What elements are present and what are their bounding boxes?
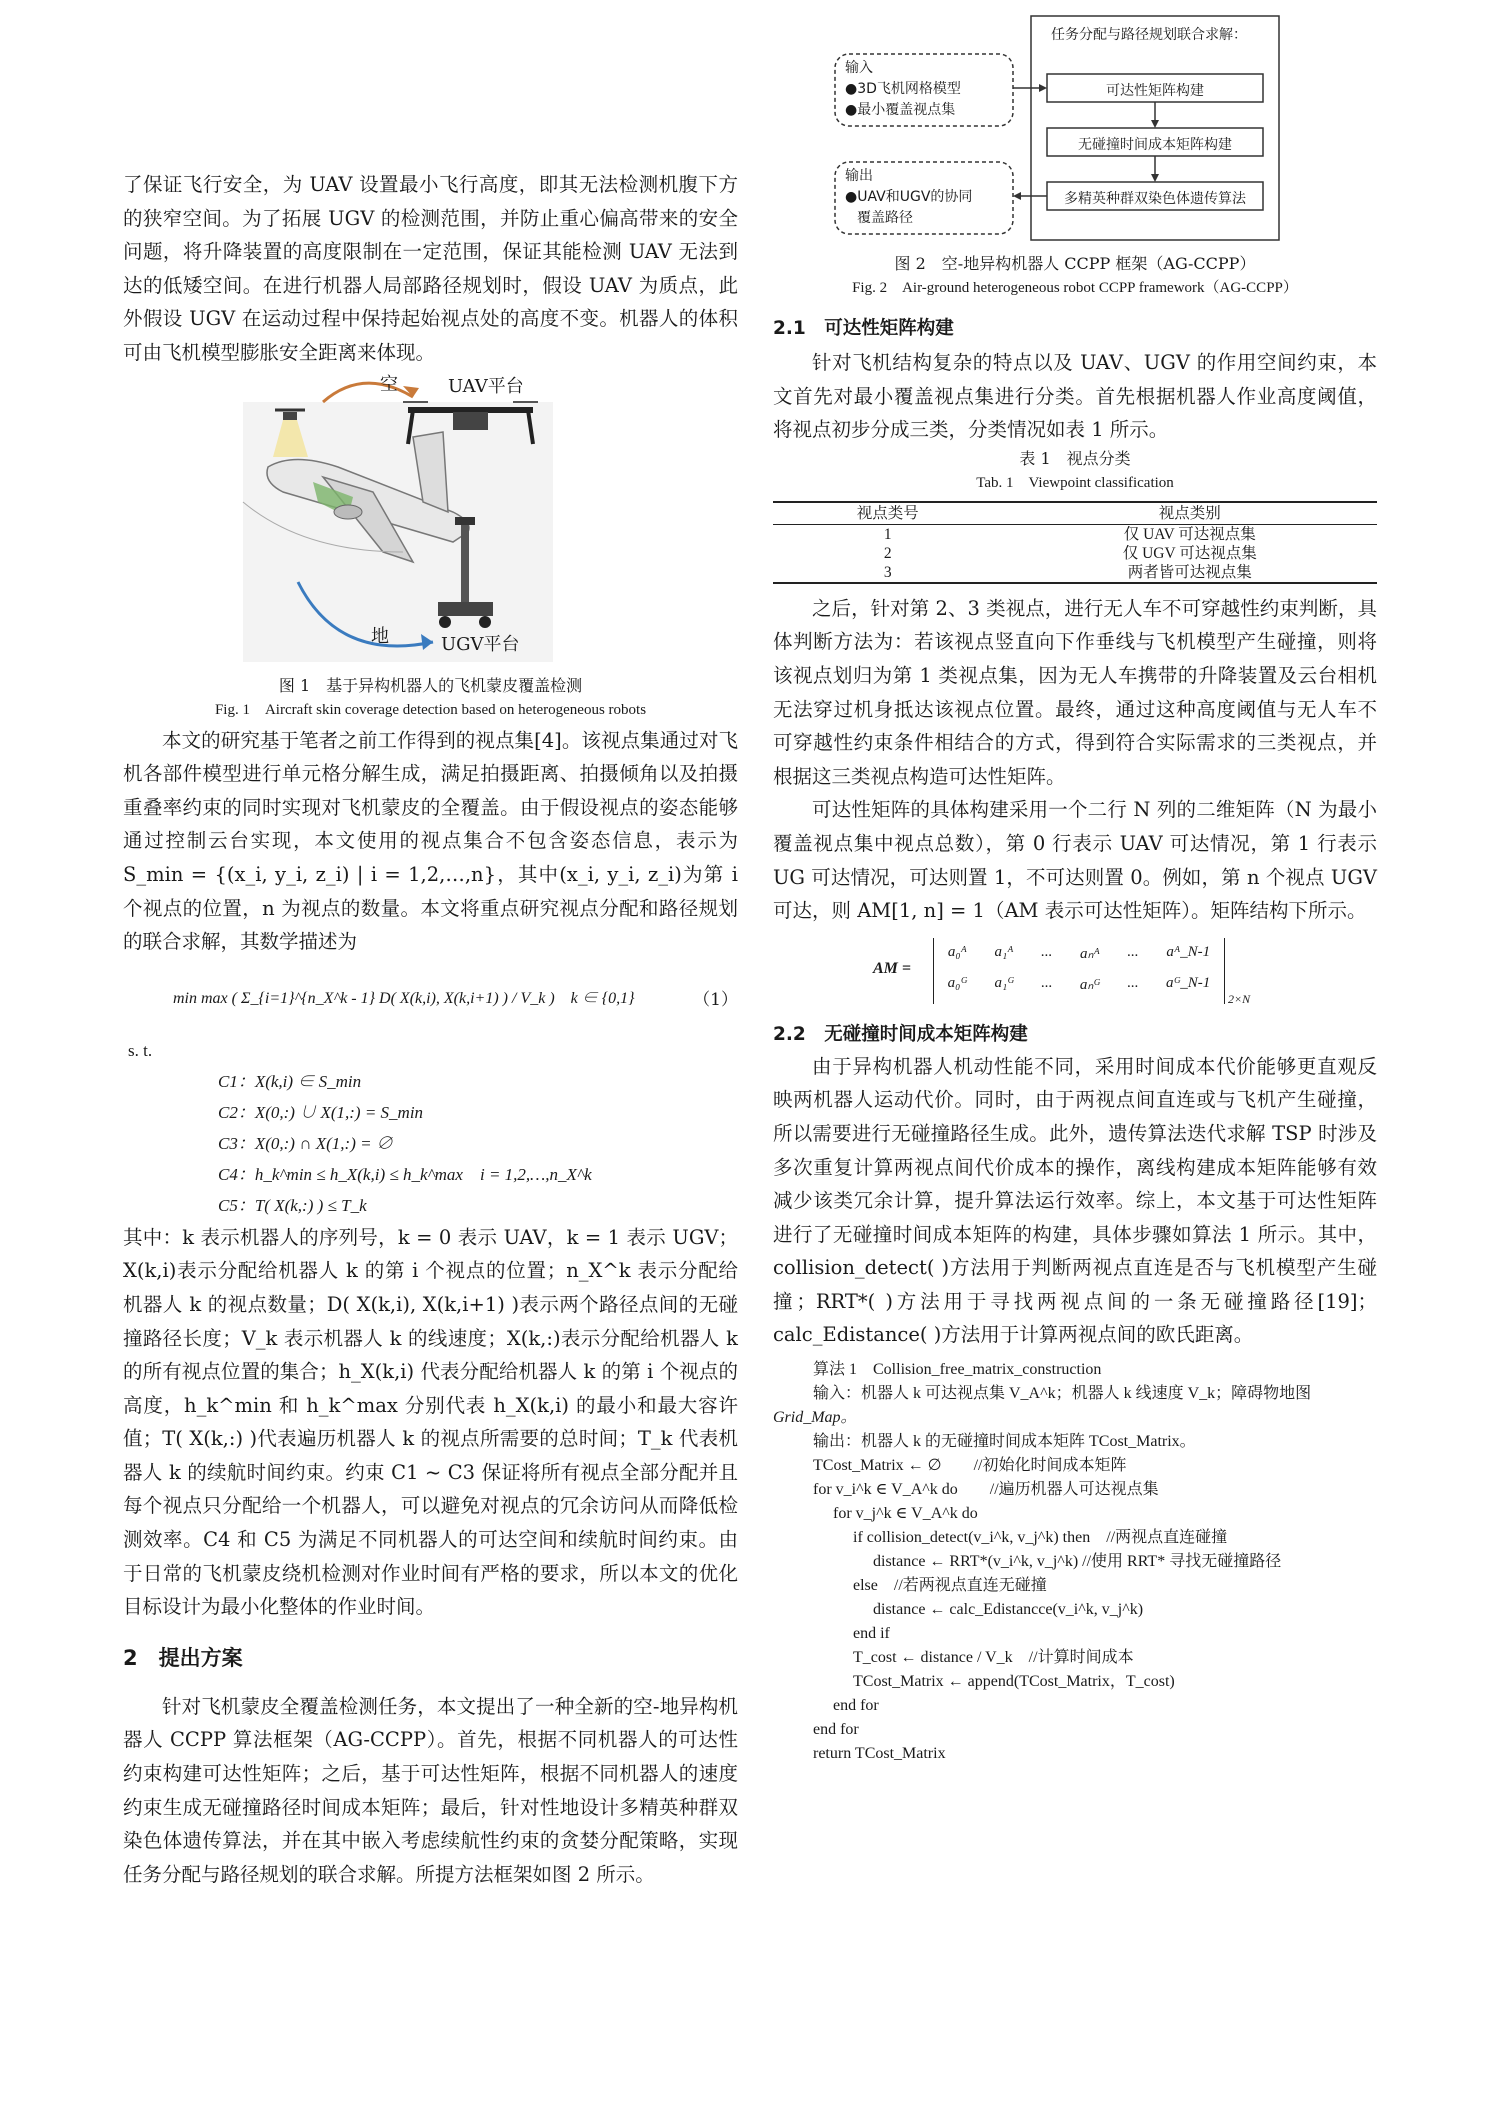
viewpoint-table bbox=[773, 501, 1377, 584]
paragraph-variable-definitions: 其中：k 表示机器人的序列号，k = 0 表示 UAV，k = 1 表示 UGV；X(k,i)表示分配给机器人 k 的第 i 个视点的位置；n_X^k 表示分配给机器人 k 的视点数量；D( X(k,i), X(k,i+1) )表示两个路径点间的无碰撞路径长度；V_k 表示机器人 k 的线速度；X(k,:)表示分配给机器人 k 的所有视点位置的集合；h_X(k,i) 代表分配给机器人 k 的第 i 个视点的高度，h_k^min 和 h_k^max 分别代表 h_X(k,i) 的最小和最大容许值；T( X(k,:) )代表遍历机器人 k 的视点所需要的总时间；T_k 代表机器人 k 的续航时间约束。约束 C1 ~ C3 保证将所有视点全部分配并且每个视点只分配给一个机器人，可以避免对视点的冗余访问从而降低检测效率。C4 和 C5 为满足不同机器人的可达空间和续航时间约束。由于日常的飞机蒙皮绕机检测对作业时间有严格的要求，所以本文的优化目标设计为最小化整体的作业时间。 bbox=[123, 1225, 738, 1619]
fig2-input-2: ●最小覆盖视点集 bbox=[845, 102, 956, 118]
matrix-cell: aᴳ_N-1 bbox=[1165, 974, 1211, 991]
table-cell: 仅 UGV 可达视点集 bbox=[1122, 544, 1257, 562]
table-header-class-id: 视点类号 bbox=[773, 502, 1003, 525]
right-column bbox=[773, 12, 1377, 1766]
constraint-c1: C1：X(k,i) ∈ S_min bbox=[218, 1071, 362, 1091]
algo-line: TCost_Matrix ← append(TCost_Matrix，T_cost) bbox=[853, 1673, 1175, 1691]
algo-line: TCost_Matrix ← ∅ //初始化时间成本矩阵 bbox=[813, 1457, 1127, 1475]
algo-title: 算法 1 Collision_free_matrix_construction bbox=[813, 1361, 1102, 1379]
fig2-output-2: 覆盖路径 bbox=[857, 210, 913, 226]
algo-line: T_cost ← distance / V_k //计算时间成本 bbox=[853, 1649, 1134, 1667]
fig2-output-title: 输出 bbox=[845, 168, 873, 184]
fig2-step1: 可达性矩阵构建 bbox=[1106, 83, 1204, 99]
algorithm-1 bbox=[773, 1358, 1377, 1766]
section-2-2-heading: 2.2 无碰撞时间成本矩阵构建 bbox=[773, 1023, 1028, 1045]
fig2-output-1: ●UAV和UGV的协同 bbox=[845, 189, 973, 205]
table1-caption-en: Tab. 1 Viewpoint classification bbox=[976, 474, 1174, 491]
paragraph-safety: 了保证飞行安全，为 UAV 设置最小飞行高度，即其无法检测机腹下方的狭窄空间。为了拓展 UGV 的检测范围，并防止重心偏高带来的安全问题，将升降装置的高度限制在一定范围，保证其能检测 UAV 无法到达的低矮空间。在进行机器人局部路径规划时，假设 UAV 为质点，此外假设 UGV 在运动过程中保持起始视点处的高度不变。机器人的体积可由飞机模型膨胀安全距离来体现。 bbox=[123, 173, 738, 364]
fig2-step3: 多精英种群双染色体遗传算法 bbox=[1064, 191, 1246, 207]
matrix-dimension: 2×N bbox=[1228, 991, 1251, 1006]
equation-1 bbox=[123, 963, 738, 1035]
table-cell: 1 bbox=[883, 525, 892, 543]
algo-line: end if bbox=[853, 1625, 890, 1643]
fig2-output-box bbox=[845, 166, 972, 229]
algo-line: distance ← calc_Edistancce(v_i^k, v_j^k) bbox=[873, 1601, 1144, 1619]
paragraph-matrix-construction: 可达性矩阵的具体构建采用一个二行 N 列的二维矩阵（N 为最小覆盖视点集中视点总数），第 0 行表示 UAV 可达情况，第 1 行表示 UG 可达情况，可达则置 1，不可达则置 0。例如，第 n 个视点 UGV 可达，则 AM[1, n] = 1（AM 表示可达性矩阵）。矩阵结构下所示。 bbox=[773, 798, 1377, 923]
table-cell: 两者皆可达视点集 bbox=[1003, 563, 1377, 583]
matrix-cell: aᴬ_N-1 bbox=[1166, 943, 1211, 960]
constraint-c4: C4：h_k^min ≤ h_X(k,i) ≤ h_k^max i = 1,2,…,n_X^k bbox=[218, 1164, 592, 1184]
constraint-c2: C2：X(0,:) ∪ X(1,:) = S_min bbox=[218, 1102, 424, 1122]
equation-1-number: （1） bbox=[693, 989, 738, 1010]
algo-line: 输出：机器人 k 的无碰撞时间成本矩阵 TCost_Matrix。 bbox=[813, 1433, 1196, 1451]
label-uav-platform: UAV平台 bbox=[448, 375, 524, 397]
matrix-cell: aₙᴬ bbox=[1080, 945, 1100, 962]
algo-line: else //若两视点直连无碰撞 bbox=[853, 1577, 1047, 1595]
algo-line: distance ← RRT*(v_i^k, v_j^k) //使用 RRT* 寻找无碰撞路径 bbox=[873, 1553, 1282, 1571]
table-row bbox=[773, 563, 1377, 583]
paragraph-traversability: 之后，针对第 2、3 类视点，进行无人车不可穿越性约束判断，具体判断方法为：若该视点竖直向下作垂线与飞机模型产生碰撞，则将该视点划归为第 1 类视点集，因为无人车携带的升降装置及云台相机无法穿过机身抵达该视点位置。最终，通过这种高度阈值与无人车不可穿越性约束条件相结合的方式，得到符合实际需求的三类视点，并根据这三类视点构造可达性矩阵。 bbox=[773, 596, 1377, 788]
aircraft-illustration bbox=[123, 372, 738, 672]
subject-to: s. t. bbox=[128, 1040, 153, 1060]
algo-line: return TCost_Matrix bbox=[813, 1745, 946, 1763]
matrix-lhs: AM = bbox=[873, 959, 912, 977]
algo-line: end for bbox=[833, 1697, 879, 1715]
algo-line: if collision_detect(v_i^k, v_j^k) then //两视点直连碰撞 bbox=[853, 1529, 1228, 1547]
paragraph-classification: 针对飞机结构复杂的特点以及 UAV、UGV 的作用空间约束，本文首先对最小覆盖视点集进行分类。首先根据机器人作业高度阈值，将视点初步分成三类，分类情况如表 1 所示。 bbox=[773, 351, 1377, 442]
table-row bbox=[773, 524, 1377, 544]
section-2-1-heading: 2.1 可达性矩阵构建 bbox=[773, 318, 954, 339]
table-cell: 2 bbox=[883, 544, 892, 562]
matrix-cell: ... bbox=[1041, 974, 1053, 991]
section-2-heading: 2 提出方案 bbox=[123, 1645, 243, 1670]
label-ugv-platform: UGV平台 bbox=[441, 633, 520, 655]
table-header-class-name: 视点类别 bbox=[1003, 502, 1377, 525]
fig2-input-1: ●3D飞机网格模型 bbox=[845, 81, 961, 97]
matrix-cell: a₀ᴳ bbox=[947, 974, 968, 991]
table-cell: 仅 UAV 可达视点集 bbox=[1123, 525, 1256, 543]
label-ground: 地 bbox=[371, 625, 389, 647]
fig2-input-title: 输入 bbox=[845, 60, 873, 76]
algo-line: 输入：机器人 k 可达视点集 V_A^k；机器人 k 线速度 V_k；障碍物地图 bbox=[813, 1385, 1312, 1403]
fig2-input-box bbox=[845, 58, 961, 121]
paragraph-proposed-method: 针对飞机蒙皮全覆盖检测任务，本文提出了一种全新的空-地异构机器人 CCPP 算法框架（AG-CCPP）。首先，根据不同机器人的可达性约束构建可达性矩阵；之后，基于可达性矩阵，根据不同机器人的速度约束生成无碰撞路径时间成本矩阵；最后，针对性地设计多精英种群双染色体遗传算法，并在其中嵌入考虑续航性约束的贪婪分配策略，实现任务分配与路径规划的联合求解。所提方法框架如图 2 所示。 bbox=[123, 1694, 738, 1886]
matrix-bracket bbox=[933, 938, 1225, 1004]
left-column bbox=[123, 168, 738, 1891]
fig2-caption-en: Fig. 2 Air-ground heterogeneous robot CCPP framework（AG-CCPP） bbox=[852, 280, 1298, 296]
matrix-cell: ... bbox=[1127, 943, 1139, 960]
fig1-caption-en: Fig. 1 Aircraft skin coverage detection based on heterogeneous robots bbox=[214, 701, 647, 718]
algo-line: for v_i^k ∈ V_A^k do //遍历机器人可达视点集 bbox=[813, 1481, 1159, 1499]
fig2-step2: 无碰撞时间成本矩阵构建 bbox=[1078, 137, 1232, 153]
matrix-cell: ... bbox=[1041, 943, 1053, 960]
constraint-c3: C3：X(0,:) ∩ X(1,:) = ∅ bbox=[218, 1133, 393, 1153]
constraints bbox=[123, 1066, 738, 1221]
matrix-cell: a₁ᴳ bbox=[994, 974, 1015, 991]
label-air: 空 bbox=[380, 373, 398, 395]
table1-caption-cn: 表 1 视点分类 bbox=[1019, 448, 1131, 468]
algo-line: end for bbox=[813, 1721, 859, 1739]
matrix-cell: a₁ᴬ bbox=[994, 943, 1014, 960]
table-cell: 3 bbox=[773, 563, 1003, 583]
fig2-caption-cn: 图 2 空-地异构机器人 CCPP 框架（AG-CCPP） bbox=[894, 254, 1256, 273]
equation-1-body: min max ( Σ_{i=1}^{n_X^k - 1} D( X(k,i), X(k,i+1) ) / V_k ) k ∈ {0,1} bbox=[173, 989, 635, 1007]
algo-line: Grid_Map。 bbox=[773, 1409, 857, 1427]
matrix-cell: ... bbox=[1127, 974, 1139, 991]
algo-line: for v_j^k ∈ V_A^k do bbox=[833, 1505, 978, 1523]
figure-2 bbox=[773, 12, 1377, 262]
paragraph-viewpoints: 本文的研究基于笔者之前工作得到的视点集[4]。该视点集通过对飞机各部件模型进行单元格分解生成，满足拍摄距离、拍摄倾角以及拍摄重叠率约束的同时实现对飞机蒙皮的全覆盖。由于假设视点的姿态能够通过控制云台实现，本文使用的视点集合不包含姿态信息，表示为 S_min = {(x_i, y_i, z_i) | i = 1,2,…,n}，其中(x_i, y_i, z_i)为第 i 个视点的位置，n 为视点的数量。本文将重点研究视点分配和路径规划的联合求解，其数学描述为 bbox=[123, 728, 738, 954]
table-row bbox=[773, 544, 1377, 563]
matrix-cell: aₙᴳ bbox=[1079, 976, 1101, 993]
fig1-caption-cn: 图 1 基于异构机器人的飞机蒙皮覆盖检测 bbox=[278, 675, 583, 695]
constraint-c5: C5：T( X(k,:) ) ≤ T_k bbox=[218, 1195, 367, 1215]
matrix-cell: a₀ᴬ bbox=[947, 943, 967, 960]
paragraph-cost-matrix: 由于异构机器人机动性能不同，采用时间成本代价能够更直观反映两机器人运动代价。同时，由于两视点间直连或与飞机产生碰撞，所以需要进行无碰撞路径生成。此外，遗传算法迭代求解 TSP 时涉及多次重复计算两视点间代价成本的操作，离线构建成本矩阵能够有效减少该类冗余计算，提升算法运行效率。综上，本文基于可达性矩阵进行了无碰撞时间成本矩阵的构建，具体步骤如算法 1 所示。其中，collision_detect( )方法用于判断两视点直连是否与飞机模型产生碰撞；RRT*( )方法用于寻找两视点间的一条无碰撞路径[19]；calc_Edistance( )方法用于计算两视点间的欧氏距离。 bbox=[773, 1054, 1377, 1347]
reachability-matrix bbox=[773, 932, 1377, 1012]
fig2-title: 任务分配与路径规划联合求解： bbox=[1051, 27, 1247, 43]
air-arrow bbox=[323, 383, 413, 402]
figure-1 bbox=[123, 372, 738, 672]
